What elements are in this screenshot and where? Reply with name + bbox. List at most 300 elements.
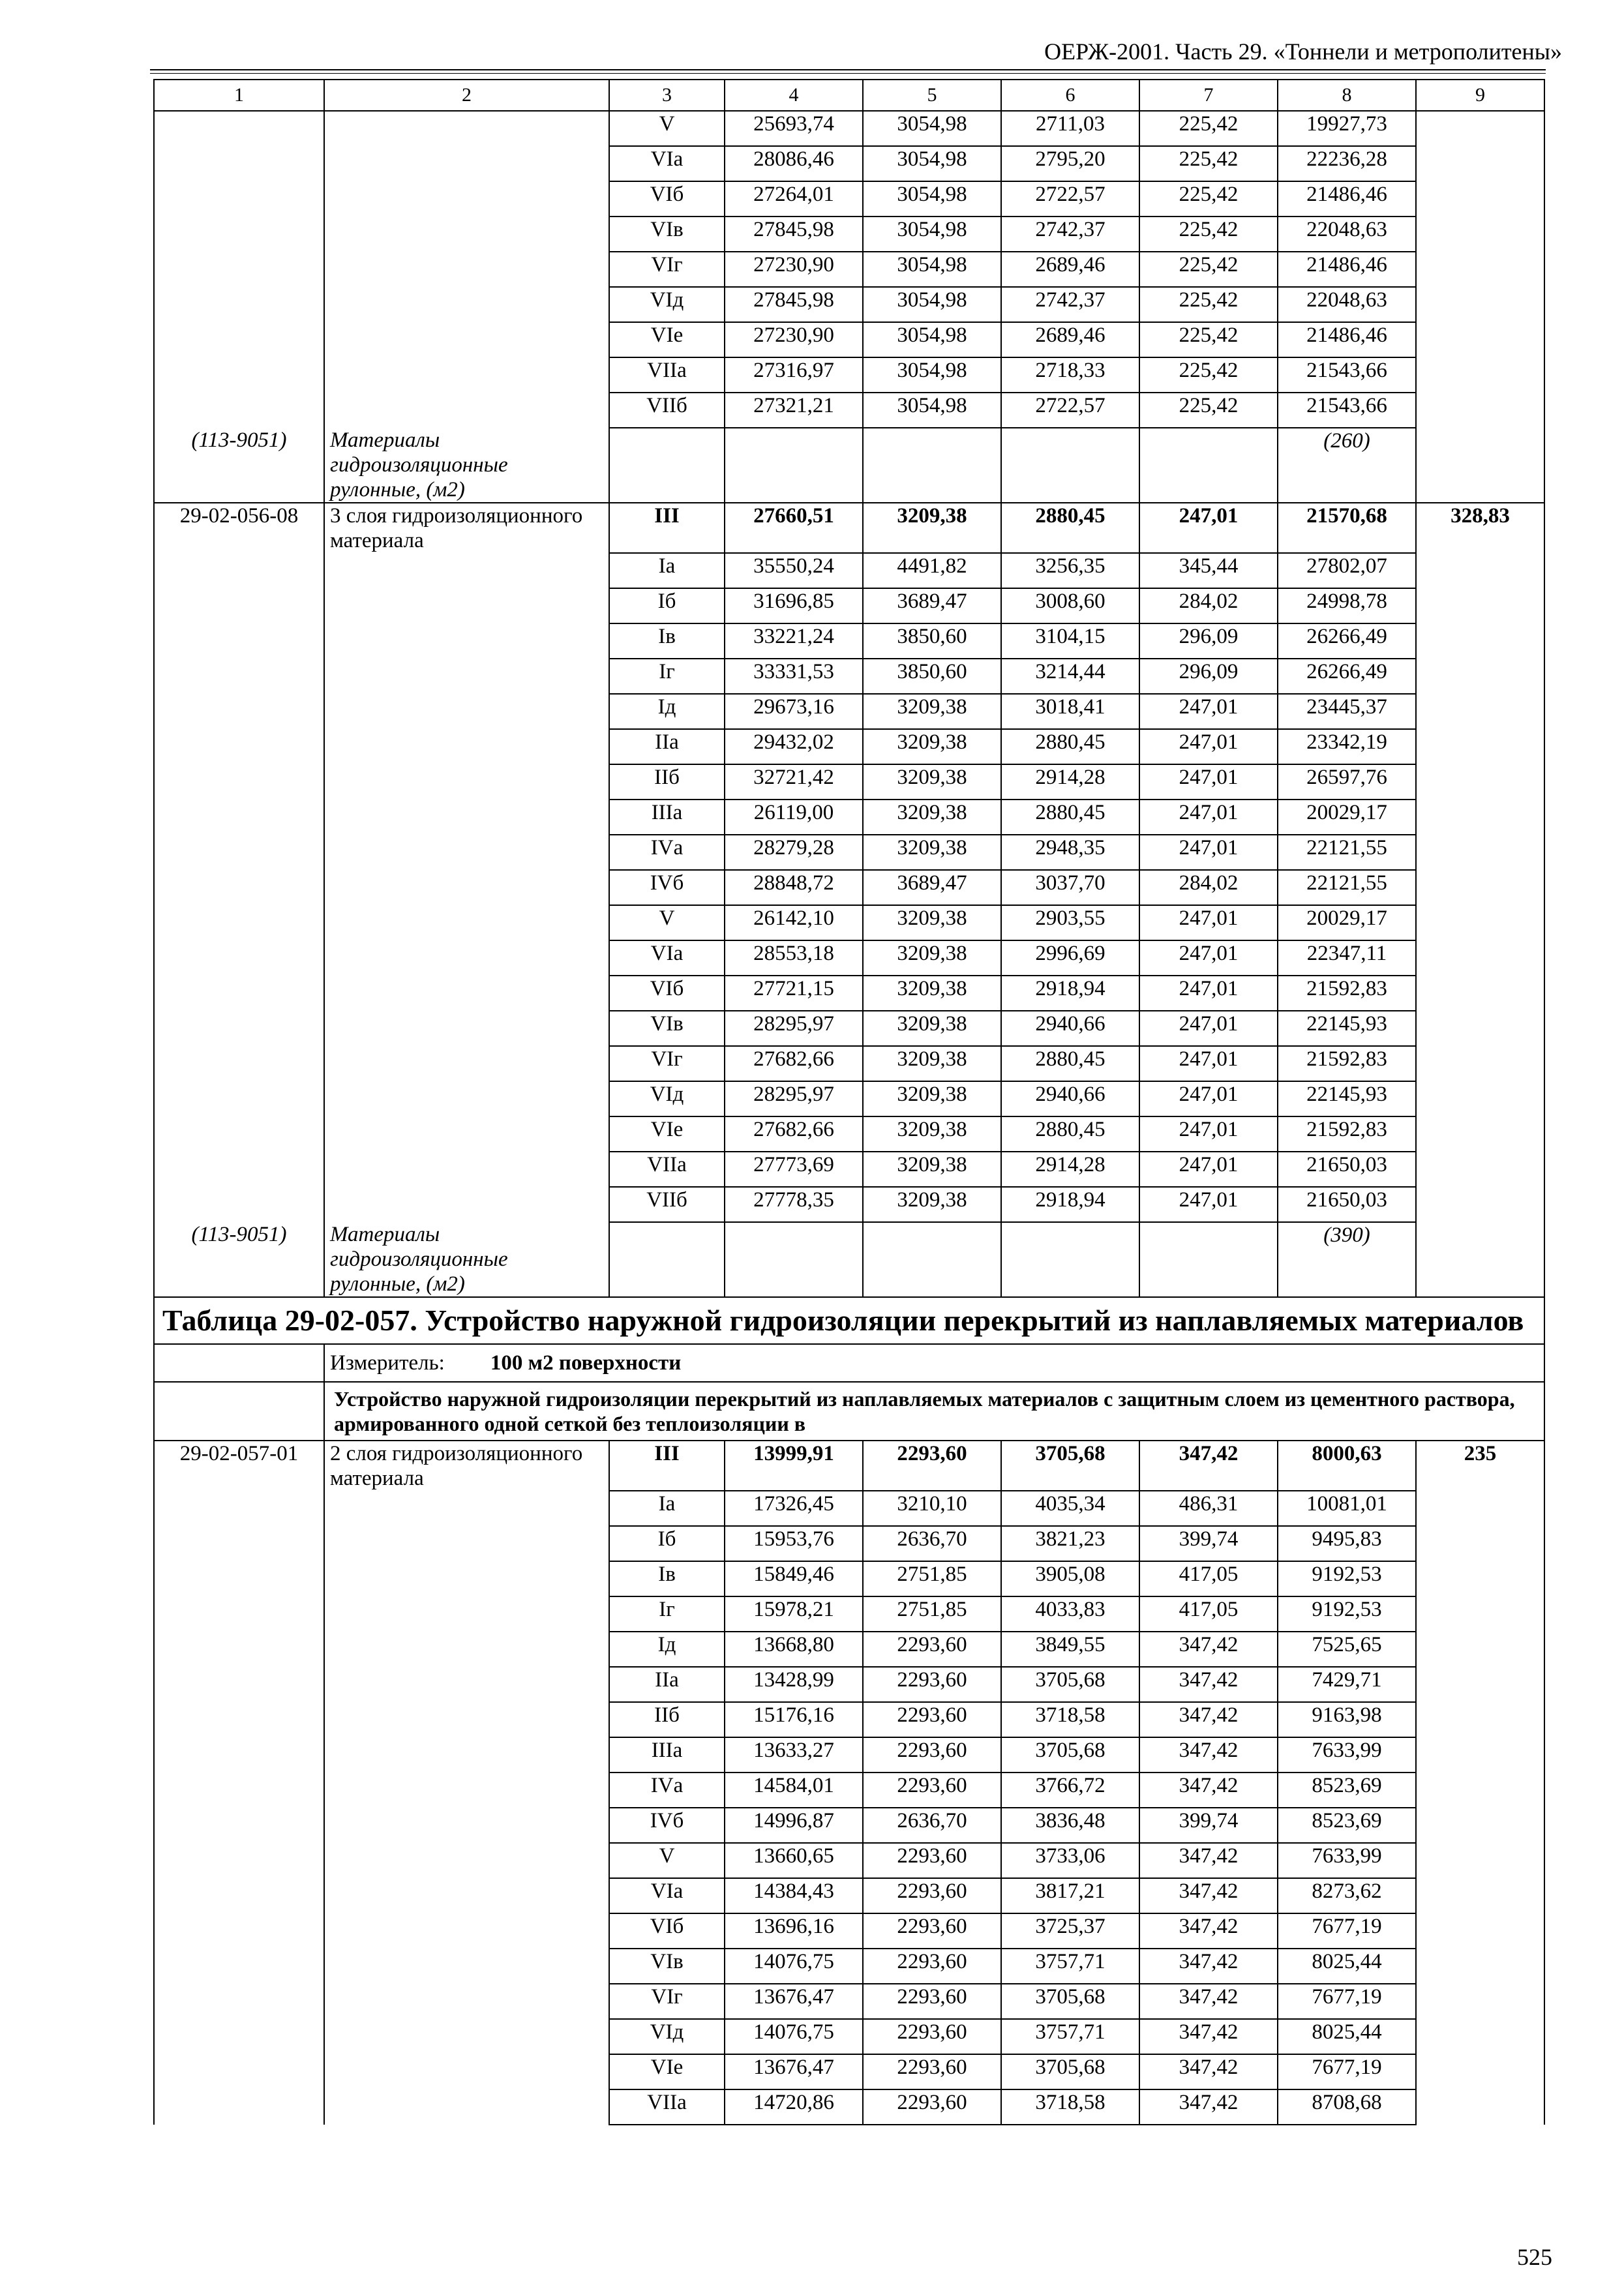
code-cell xyxy=(154,1187,324,1222)
value-cell: 347,42 xyxy=(1139,1843,1278,1878)
zone-cell: IVб xyxy=(609,1808,725,1843)
value-cell: 3705,68 xyxy=(1001,2054,1139,2089)
empty-cell xyxy=(609,428,725,503)
code-cell: 29-02-057-01 xyxy=(154,1441,324,1491)
value-cell: 3821,23 xyxy=(1001,1526,1139,1561)
zone-cell: Iб xyxy=(609,588,725,623)
code-cell xyxy=(154,1984,324,2019)
total-cell xyxy=(1416,2054,1544,2089)
value-cell: 3209,38 xyxy=(863,905,1001,940)
table-row xyxy=(154,1187,1544,1222)
value-cell: 10081,01 xyxy=(1278,1491,1416,1526)
value-cell: 21650,03 xyxy=(1278,1152,1416,1187)
total-cell xyxy=(1416,1116,1544,1152)
total-cell xyxy=(1416,2019,1544,2054)
code-cell xyxy=(154,764,324,800)
total-cell xyxy=(1416,729,1544,764)
empty-cell xyxy=(1139,428,1278,503)
code-cell xyxy=(154,1667,324,1702)
value-cell: 2751,85 xyxy=(863,1561,1001,1596)
value-cell: 4035,34 xyxy=(1001,1491,1139,1526)
empty-cell xyxy=(1416,428,1544,503)
value-cell: 2293,60 xyxy=(863,1773,1001,1808)
table-row xyxy=(154,1632,1544,1667)
zone-cell: IIа xyxy=(609,729,725,764)
name-cell xyxy=(324,2054,609,2089)
name-cell xyxy=(324,1596,609,1632)
value-cell: 13999,91 xyxy=(725,1441,863,1491)
name-cell xyxy=(324,729,609,764)
table-row xyxy=(154,357,1544,393)
zone-cell: VIIа xyxy=(609,1152,725,1187)
value-cell: 345,44 xyxy=(1139,553,1278,588)
total-cell xyxy=(1416,1187,1544,1222)
total-cell xyxy=(1416,870,1544,905)
name-cell xyxy=(324,1702,609,1737)
value-cell: 2711,03 xyxy=(1001,111,1139,146)
total-cell xyxy=(1416,181,1544,217)
code-cell xyxy=(154,976,324,1011)
value-cell: 296,09 xyxy=(1139,623,1278,659)
material-name: Материалы гидроизоляционные рулонные, (м2) xyxy=(324,1222,609,1297)
value-cell: 13633,27 xyxy=(725,1737,863,1773)
zone-cell: VIв xyxy=(609,1011,725,1046)
value-cell: 2914,28 xyxy=(1001,764,1139,800)
value-cell: 3905,08 xyxy=(1001,1561,1139,1596)
value-cell: 2722,57 xyxy=(1001,181,1139,217)
table-row xyxy=(154,1116,1544,1152)
value-cell: 347,42 xyxy=(1139,1737,1278,1773)
zone-cell: VIIа xyxy=(609,357,725,393)
zone-cell: VIб xyxy=(609,1913,725,1949)
table-row xyxy=(154,553,1544,588)
value-cell: 27230,90 xyxy=(725,322,863,357)
column-number-row xyxy=(154,80,1544,111)
total-cell xyxy=(1416,623,1544,659)
zone-cell: Iа xyxy=(609,1491,725,1526)
value-cell: 8273,62 xyxy=(1278,1878,1416,1913)
total-cell xyxy=(1416,905,1544,940)
name-cell xyxy=(324,1878,609,1913)
value-cell: 26142,10 xyxy=(725,905,863,940)
value-cell: 13696,16 xyxy=(725,1913,863,1949)
code-cell xyxy=(154,357,324,393)
zone-cell: VIIа xyxy=(609,2089,725,2125)
name-cell xyxy=(324,1152,609,1187)
value-cell: 24998,78 xyxy=(1278,588,1416,623)
value-cell: 3018,41 xyxy=(1001,694,1139,729)
value-cell: 2880,45 xyxy=(1001,1046,1139,1081)
value-cell: 3054,98 xyxy=(863,287,1001,322)
value-cell: 27682,66 xyxy=(725,1046,863,1081)
zone-cell: VIа xyxy=(609,1878,725,1913)
table-row xyxy=(154,940,1544,976)
zone-cell: VIа xyxy=(609,940,725,976)
value-cell: 3689,47 xyxy=(863,870,1001,905)
value-cell: 2795,20 xyxy=(1001,146,1139,181)
value-cell: 2880,45 xyxy=(1001,1116,1139,1152)
name-cell xyxy=(324,1187,609,1222)
code-cell xyxy=(154,1773,324,1808)
code-cell xyxy=(154,1949,324,1984)
code-cell xyxy=(154,905,324,940)
value-cell: 22121,55 xyxy=(1278,835,1416,870)
empty-cell xyxy=(154,1382,324,1441)
value-cell: 15978,21 xyxy=(725,1596,863,1632)
name-cell xyxy=(324,2089,609,2125)
name-cell xyxy=(324,870,609,905)
value-cell: 3209,38 xyxy=(863,1011,1001,1046)
value-cell: 347,42 xyxy=(1139,2089,1278,2125)
value-cell: 3104,15 xyxy=(1001,623,1139,659)
value-cell: 4033,83 xyxy=(1001,1596,1139,1632)
value-cell: 486,31 xyxy=(1139,1491,1278,1526)
table-row xyxy=(154,1878,1544,1913)
total-cell xyxy=(1416,1081,1544,1116)
total-cell xyxy=(1416,1878,1544,1913)
value-cell: 3008,60 xyxy=(1001,588,1139,623)
name-cell xyxy=(324,553,609,588)
value-cell: 21486,46 xyxy=(1278,322,1416,357)
value-cell: 9192,53 xyxy=(1278,1596,1416,1632)
value-cell: 247,01 xyxy=(1139,503,1278,553)
code-cell xyxy=(154,553,324,588)
total-cell xyxy=(1416,2089,1544,2125)
value-cell: 3054,98 xyxy=(863,322,1001,357)
value-cell: 225,42 xyxy=(1139,217,1278,252)
total-cell xyxy=(1416,1949,1544,1984)
value-cell: 28848,72 xyxy=(725,870,863,905)
table-row xyxy=(154,835,1544,870)
value-cell: 3054,98 xyxy=(863,252,1001,287)
empty-cell xyxy=(154,1344,324,1382)
value-cell: 225,42 xyxy=(1139,287,1278,322)
value-cell: 347,42 xyxy=(1139,1632,1278,1667)
name-cell xyxy=(324,1808,609,1843)
measure-value: 100 м2 поверхности xyxy=(490,1351,682,1375)
name-cell xyxy=(324,1843,609,1878)
value-cell: 22145,93 xyxy=(1278,1011,1416,1046)
table-row xyxy=(154,1561,1544,1596)
zone-cell: VIIб xyxy=(609,1187,725,1222)
value-cell: 3733,06 xyxy=(1001,1843,1139,1878)
value-cell: 2880,45 xyxy=(1001,503,1139,553)
header-rule-thin xyxy=(150,73,1546,74)
code-cell xyxy=(154,252,324,287)
value-cell: 28553,18 xyxy=(725,940,863,976)
total-cell xyxy=(1416,111,1544,146)
table-row xyxy=(154,623,1544,659)
value-cell: 2940,66 xyxy=(1001,1081,1139,1116)
value-cell: 3766,72 xyxy=(1001,1773,1139,1808)
value-cell: 247,01 xyxy=(1139,835,1278,870)
code-cell xyxy=(154,146,324,181)
table-row xyxy=(154,1984,1544,2019)
total-cell xyxy=(1416,1491,1544,1526)
name-cell xyxy=(324,659,609,694)
table-row xyxy=(154,503,1544,553)
value-cell: 2293,60 xyxy=(863,1441,1001,1491)
table-row xyxy=(154,800,1544,835)
table-row xyxy=(154,1667,1544,1702)
measure-label: Измеритель: xyxy=(330,1351,445,1375)
value-cell: 3705,68 xyxy=(1001,1441,1139,1491)
value-cell: 2293,60 xyxy=(863,1702,1001,1737)
empty-cell xyxy=(1416,1222,1544,1297)
description-row xyxy=(154,1382,1544,1441)
value-cell: 2940,66 xyxy=(1001,1011,1139,1046)
total-cell xyxy=(1416,1913,1544,1949)
name-cell xyxy=(324,976,609,1011)
value-cell: 21592,83 xyxy=(1278,976,1416,1011)
value-cell: 3209,38 xyxy=(863,694,1001,729)
running-header: ОЕРЖ-2001. Часть 29. «Тоннели и метрополитены» xyxy=(1044,38,1562,65)
zone-cell: Iд xyxy=(609,1632,725,1667)
name-cell xyxy=(324,252,609,287)
value-cell: 3705,68 xyxy=(1001,1737,1139,1773)
zone-cell: IVа xyxy=(609,835,725,870)
material-code: (113-9051) xyxy=(154,428,324,503)
value-cell: 3209,38 xyxy=(863,1152,1001,1187)
value-cell: 31696,85 xyxy=(725,588,863,623)
table-row xyxy=(154,393,1544,428)
total-cell: 235 xyxy=(1416,1441,1544,1491)
value-cell: 225,42 xyxy=(1139,357,1278,393)
total-cell xyxy=(1416,1632,1544,1667)
value-cell: 347,42 xyxy=(1139,1441,1278,1491)
value-cell: 3757,71 xyxy=(1001,1949,1139,1984)
value-cell: 27316,97 xyxy=(725,357,863,393)
zone-cell: VIд xyxy=(609,2019,725,2054)
total-cell: 328,83 xyxy=(1416,503,1544,553)
value-cell: 347,42 xyxy=(1139,1773,1278,1808)
zone-cell: VIе xyxy=(609,322,725,357)
empty-cell xyxy=(725,1222,863,1297)
value-cell: 25693,74 xyxy=(725,111,863,146)
table-row xyxy=(154,659,1544,694)
value-cell: 26597,76 xyxy=(1278,764,1416,800)
value-cell: 8000,63 xyxy=(1278,1441,1416,1491)
value-cell: 14076,75 xyxy=(725,2019,863,2054)
code-cell xyxy=(154,659,324,694)
value-cell: 21543,66 xyxy=(1278,357,1416,393)
value-cell: 3209,38 xyxy=(863,503,1001,553)
value-cell: 27321,21 xyxy=(725,393,863,428)
material-row xyxy=(154,1222,1544,1297)
value-cell: 27264,01 xyxy=(725,181,863,217)
total-cell xyxy=(1416,217,1544,252)
value-cell: 225,42 xyxy=(1139,146,1278,181)
total-cell xyxy=(1416,835,1544,870)
table-row xyxy=(154,1737,1544,1773)
code-cell xyxy=(154,1878,324,1913)
empty-cell xyxy=(863,428,1001,503)
value-cell: 3209,38 xyxy=(863,1116,1001,1152)
value-cell: 2636,70 xyxy=(863,1808,1001,1843)
value-cell: 3214,44 xyxy=(1001,659,1139,694)
name-cell xyxy=(324,1737,609,1773)
value-cell: 2914,28 xyxy=(1001,1152,1139,1187)
value-cell: 2751,85 xyxy=(863,1596,1001,1632)
value-cell: 3209,38 xyxy=(863,1046,1001,1081)
name-cell xyxy=(324,940,609,976)
value-cell: 27778,35 xyxy=(725,1187,863,1222)
zone-cell: Iа xyxy=(609,553,725,588)
table-row xyxy=(154,870,1544,905)
value-cell: 284,02 xyxy=(1139,588,1278,623)
value-cell: 28295,97 xyxy=(725,1011,863,1046)
value-cell: 3757,71 xyxy=(1001,2019,1139,2054)
zone-cell: Iв xyxy=(609,623,725,659)
zone-cell: III xyxy=(609,503,725,553)
total-cell xyxy=(1416,1561,1544,1596)
value-cell: 2293,60 xyxy=(863,1843,1001,1878)
value-cell: 399,74 xyxy=(1139,1808,1278,1843)
table-row xyxy=(154,2054,1544,2089)
table-row xyxy=(154,1441,1544,1491)
value-cell: 247,01 xyxy=(1139,729,1278,764)
name-cell xyxy=(324,1667,609,1702)
value-cell: 3836,48 xyxy=(1001,1808,1139,1843)
column-number: 8 xyxy=(1278,80,1416,111)
code-cell xyxy=(154,111,324,146)
value-cell: 247,01 xyxy=(1139,1046,1278,1081)
value-cell: 2880,45 xyxy=(1001,800,1139,835)
value-cell: 23342,19 xyxy=(1278,729,1416,764)
code-cell xyxy=(154,835,324,870)
name-cell xyxy=(324,146,609,181)
value-cell: 247,01 xyxy=(1139,800,1278,835)
table-row xyxy=(154,181,1544,217)
value-cell: 247,01 xyxy=(1139,1116,1278,1152)
value-cell: 2293,60 xyxy=(863,2019,1001,2054)
column-number: 5 xyxy=(863,80,1001,111)
table-row xyxy=(154,1081,1544,1116)
total-cell xyxy=(1416,1152,1544,1187)
table-row xyxy=(154,1046,1544,1081)
value-cell: 7677,19 xyxy=(1278,1984,1416,2019)
table-row xyxy=(154,1491,1544,1526)
zone-cell: V xyxy=(609,905,725,940)
zone-cell: IVб xyxy=(609,870,725,905)
value-cell: 13676,47 xyxy=(725,2054,863,2089)
name-cell xyxy=(324,1046,609,1081)
value-cell: 3210,10 xyxy=(863,1491,1001,1526)
name-cell xyxy=(324,1949,609,1984)
value-cell: 3054,98 xyxy=(863,393,1001,428)
value-cell: 20029,17 xyxy=(1278,905,1416,940)
name-cell xyxy=(324,393,609,428)
value-cell: 14584,01 xyxy=(725,1773,863,1808)
code-cell xyxy=(154,1913,324,1949)
value-cell: 347,42 xyxy=(1139,1913,1278,1949)
value-cell: 8523,69 xyxy=(1278,1808,1416,1843)
zone-cell: VIIб xyxy=(609,393,725,428)
zone-cell: IIб xyxy=(609,1702,725,1737)
column-number: 3 xyxy=(609,80,725,111)
value-cell: 247,01 xyxy=(1139,1081,1278,1116)
table-row xyxy=(154,976,1544,1011)
zone-cell: IIб xyxy=(609,764,725,800)
code-cell xyxy=(154,1702,324,1737)
value-cell: 2293,60 xyxy=(863,1632,1001,1667)
column-number: 6 xyxy=(1001,80,1139,111)
value-cell: 3718,58 xyxy=(1001,2089,1139,2125)
value-cell: 3256,35 xyxy=(1001,553,1139,588)
table-row xyxy=(154,1949,1544,1984)
code-cell xyxy=(154,1152,324,1187)
total-cell xyxy=(1416,1046,1544,1081)
value-cell: 8025,44 xyxy=(1278,1949,1416,1984)
name-cell xyxy=(324,217,609,252)
material-qty: (260) xyxy=(1278,428,1416,503)
empty-cell xyxy=(609,1222,725,1297)
column-number: 4 xyxy=(725,80,863,111)
value-cell: 3850,60 xyxy=(863,659,1001,694)
code-cell xyxy=(154,2019,324,2054)
empty-cell xyxy=(863,1222,1001,1297)
value-cell: 2293,60 xyxy=(863,1878,1001,1913)
total-cell xyxy=(1416,1667,1544,1702)
value-cell: 2718,33 xyxy=(1001,357,1139,393)
value-cell: 3209,38 xyxy=(863,729,1001,764)
value-cell: 22048,63 xyxy=(1278,217,1416,252)
zone-cell: VIе xyxy=(609,2054,725,2089)
zone-cell: V xyxy=(609,111,725,146)
value-cell: 2293,60 xyxy=(863,2054,1001,2089)
name-cell xyxy=(324,623,609,659)
column-number: 7 xyxy=(1139,80,1278,111)
code-cell xyxy=(154,322,324,357)
code-cell xyxy=(154,1808,324,1843)
total-cell xyxy=(1416,1737,1544,1773)
value-cell: 33331,53 xyxy=(725,659,863,694)
value-cell: 225,42 xyxy=(1139,322,1278,357)
code-cell xyxy=(154,694,324,729)
table-title-row xyxy=(154,1297,1544,1344)
value-cell: 2903,55 xyxy=(1001,905,1139,940)
code-cell xyxy=(154,181,324,217)
value-cell: 3209,38 xyxy=(863,764,1001,800)
value-cell: 247,01 xyxy=(1139,764,1278,800)
value-cell: 2996,69 xyxy=(1001,940,1139,976)
name-cell xyxy=(324,322,609,357)
value-cell: 2948,35 xyxy=(1001,835,1139,870)
value-cell: 3689,47 xyxy=(863,588,1001,623)
total-cell xyxy=(1416,1843,1544,1878)
value-cell: 21486,46 xyxy=(1278,252,1416,287)
value-cell: 26119,00 xyxy=(725,800,863,835)
value-cell: 15953,76 xyxy=(725,1526,863,1561)
code-cell xyxy=(154,1561,324,1596)
table-row xyxy=(154,1702,1544,1737)
code-cell xyxy=(154,588,324,623)
value-cell: 14076,75 xyxy=(725,1949,863,1984)
value-cell: 7677,19 xyxy=(1278,2054,1416,2089)
name-cell xyxy=(324,287,609,322)
name-cell xyxy=(324,357,609,393)
table-row xyxy=(154,111,1544,146)
value-cell: 35550,24 xyxy=(725,553,863,588)
zone-cell: IIIа xyxy=(609,800,725,835)
value-cell: 7677,19 xyxy=(1278,1913,1416,1949)
value-cell: 32721,42 xyxy=(725,764,863,800)
table-title: Таблица 29-02-057. Устройство наружной гидроизоляции перекрытий из наплавляемых материалов xyxy=(154,1297,1544,1344)
name-cell xyxy=(324,2019,609,2054)
name-cell xyxy=(324,1011,609,1046)
value-cell: 2722,57 xyxy=(1001,393,1139,428)
value-cell: 3054,98 xyxy=(863,111,1001,146)
